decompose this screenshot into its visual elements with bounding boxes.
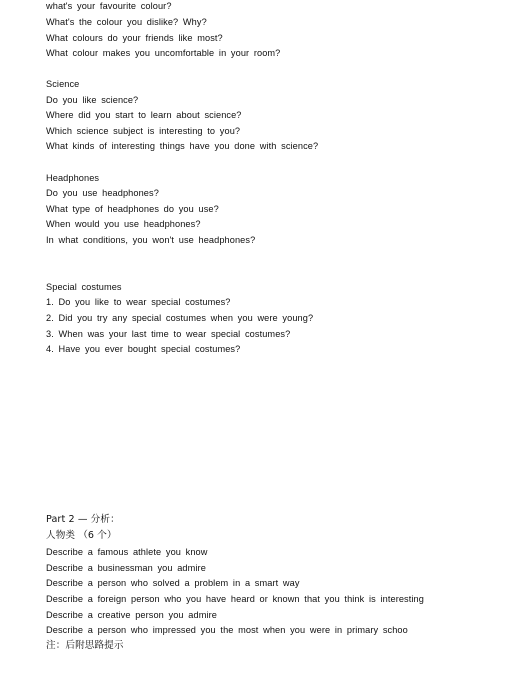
part2-topic: Describe a businessman you admire bbox=[46, 563, 206, 573]
science-question: Do you like science? bbox=[46, 95, 139, 105]
headphones-question: In what conditions, you won't use headphones? bbox=[46, 235, 256, 245]
part2-topic: Describe a foreign person who you have heard or known that you think is interesting bbox=[46, 594, 424, 604]
headphones-question: When would you use headphones? bbox=[46, 219, 201, 229]
colour-question: What's the colour you dislike? Why? bbox=[46, 17, 207, 27]
part2-category: 人物类 （6 个） bbox=[46, 530, 117, 541]
headphones-question: Do you use headphones? bbox=[46, 188, 159, 198]
costumes-question: 2. Did you try any special costumes when you were young? bbox=[46, 313, 314, 323]
science-question: Which science subject is interesting to you? bbox=[46, 126, 241, 136]
colour-question: What colour makes you uncomfortable in your room? bbox=[46, 48, 281, 58]
section-heading-special-costumes: Special costumes bbox=[46, 282, 122, 292]
section-heading-science: Science bbox=[46, 79, 80, 89]
costumes-question: 3. When was your last time to wear special costumes? bbox=[46, 329, 291, 339]
part2-note: 注：后附思路提示 bbox=[46, 640, 124, 651]
science-question: What kinds of interesting things have you done with science? bbox=[46, 141, 319, 151]
science-question: Where did you start to learn about science? bbox=[46, 110, 242, 120]
colour-question: what's your favourite colour? bbox=[46, 1, 172, 11]
section-heading-headphones: Headphones bbox=[46, 173, 100, 183]
part2-topic: Describe a person who impressed you the most when you were in primary schoo bbox=[46, 625, 408, 635]
headphones-question: What type of headphones do you use? bbox=[46, 204, 219, 214]
part2-topic: Describe a famous athlete you know bbox=[46, 547, 208, 557]
colour-question: What colours do your friends like most? bbox=[46, 33, 223, 43]
costumes-question: 4. Have you ever bought special costumes? bbox=[46, 344, 241, 354]
part2-topic: Describe a creative person you admire bbox=[46, 610, 217, 620]
costumes-question: 1. Do you like to wear special costumes? bbox=[46, 297, 231, 307]
part2-topic: Describe a person who solved a problem in a smart way bbox=[46, 578, 300, 588]
part2-heading: Part 2 — 分析： bbox=[46, 514, 120, 525]
